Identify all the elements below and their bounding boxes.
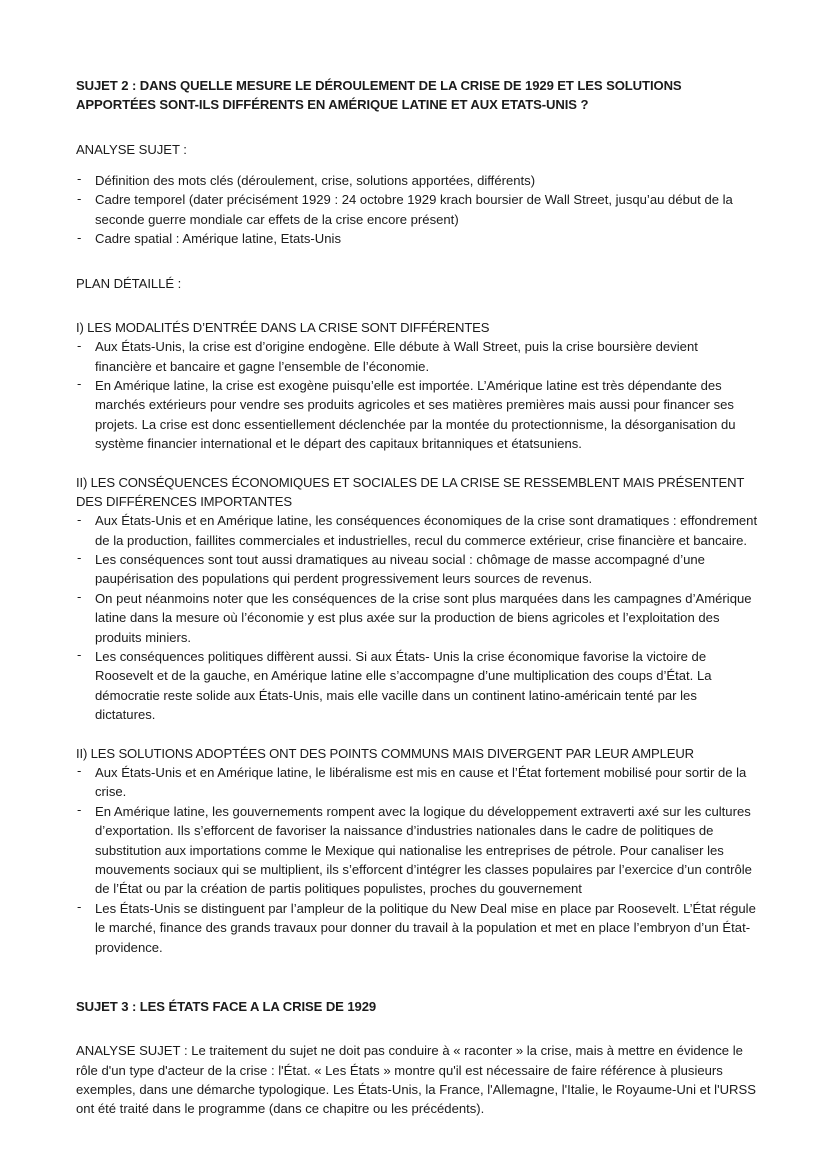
sujet-2-analyse-list: [76, 171, 758, 249]
section-heading-3: II) LES SOLUTIONS ADOPTÉES ONT DES POINTS COMMUNS MAIS DIVERGENT PAR LEUR AMPLEUR: [76, 745, 694, 761]
dash-bullet-icon: -: [77, 589, 82, 605]
dash-bullet-icon: -: [77, 763, 82, 779]
list-item-text: On peut néanmoins noter que les conséquences de la crise sont plus marquées dans les campagnes d’Amérique latine dans la mesure où l’économie y est plus axée sur la production de biens agricoles et l’exploitation des produits miniers.: [95, 590, 752, 645]
sujet-3-title: SUJET 3 : LES ÉTATS FACE A LA CRISE DE 1929: [76, 998, 377, 1014]
list-item: [76, 647, 758, 725]
dash-bullet-icon: -: [77, 337, 82, 353]
section-1-list: [76, 337, 758, 453]
spacer: [76, 115, 758, 140]
sujet-2-title: SUJET 2 : DANS QUELLE MESURE LE DÉROULEMENT DE LA CRISE DE 1929 ET LES SOLUTIONS APPORTÉES SONT-ILS DIFFÉRENTS EN AMÉRIQUE LATINE ET AUX ETATS-UNIS ?: [76, 78, 682, 113]
dash-bullet-icon: -: [77, 171, 82, 187]
spacer: [76, 725, 758, 744]
list-item-text: En Amérique latine, les gouvernements rompent avec la logique du développement extraverti axé sur les cultures d’exportation. Ils s’efforcent de favoriser la naissance d’industries nationales dans le cadre de politiques de substitution aux importations comme le Mexique qui nationalise les entreprises de pétrole. Pour canaliser les mouvements sociaux qui se multiplient, ils s’efforcent d’intégrer les classes populaires par l’exercice d’un contrôle de l’État ou par la création de partis politiques populistes, proches du gouvernement: [95, 803, 752, 897]
section-3-list: [76, 763, 758, 957]
list-item: [76, 899, 758, 957]
list-item: [76, 190, 758, 229]
sujet-2-plan-label: PLAN DÉTAILLÉ :: [76, 275, 182, 291]
sujet-3-analyse-paragraph: ANALYSE SUJET : Le traitement du sujet ne doit pas conduire à « raconter » la crise, mais à mettre en évidence le rôle d'un type d'acteur de la crise : l'État. « Les États » montre qu'il est nécessaire de faire référence à plusieurs exemples, dans une démarche typologique. Les États-Unis, la France, l'Allemagne, l'Italie, le Royaume-Uni et l'URSS ont été traité dans le programme (dans ce chapitre ou les précédents).: [76, 1043, 756, 1117]
list-item: [76, 376, 758, 454]
dash-bullet-icon: -: [77, 190, 82, 206]
dash-bullet-icon: -: [77, 511, 82, 527]
spacer: [76, 1016, 758, 1041]
list-item: [76, 337, 758, 376]
list-item-text: Aux États-Unis, la crise est d’origine endogène. Elle débute à Wall Street, puis la crise boursière devient financière et bancaire et gagne l’ensemble de l’économie.: [95, 339, 698, 374]
dash-bullet-icon: -: [77, 802, 82, 818]
section-heading-2: II) LES CONSÉQUENCES ÉCONOMIQUES ET SOCIALES DE LA CRISE SE RESSEMBLENT MAIS PRÉSENTENT DES DIFFÉRENCES IMPORTANTES: [76, 474, 744, 509]
list-item-text: Aux États-Unis et en Amérique latine, le libéralisme est mis en cause et l’État fortement mobilisé pour sortir de la crise.: [95, 764, 747, 800]
dash-bullet-icon: -: [77, 229, 82, 245]
list-item: [76, 589, 758, 647]
spacer: [76, 957, 758, 997]
list-item-text: Aux États-Unis et en Amérique latine, les conséquences économiques de la crise sont dramatiques : effondrement de la production, faillites commerciales et industrielles, recul du commerce extérieur, crise financière et bancaire.: [95, 513, 758, 548]
list-item-text: Les conséquences sont tout aussi dramatiques au niveau social : chômage de masse accompagné d’une paupérisation des populations qui perdent progressivement leurs sources de revenus.: [95, 551, 705, 587]
list-item: [76, 511, 758, 550]
spacer: [76, 293, 758, 318]
dash-bullet-icon: -: [77, 899, 82, 915]
section-heading-1: I) LES MODALITÉS D’ENTRÉE DANS LA CRISE SONT DIFFÉRENTES: [76, 319, 490, 335]
dash-bullet-icon: -: [77, 550, 82, 566]
list-item-text: Les conséquences politiques diffèrent aussi. Si aux États- Unis la crise économique favorise la victoire de Roosevelt et de la gauche, en Amérique latine elle s’accompagne d’une multiplication des coups d’État. La démocratie reste solide aux États-Unis, mais elle vacille dans un continent latino-américain tenté par les dictatures.: [95, 648, 712, 723]
list-item-text: Cadre spatial : Amérique latine, Etats-Unis: [95, 231, 341, 247]
dash-bullet-icon: -: [77, 376, 82, 392]
list-item: [76, 763, 758, 802]
list-item-text: Les États-Unis se distinguent par l’ampleur de la politique du New Deal mise en place par Roosevelt. L’État régule le marché, finance des grands travaux pour donner du travail à la population et met en place l’embryon d’un État-providence.: [95, 900, 756, 955]
spacer: [76, 249, 758, 274]
spacer: [76, 454, 758, 473]
document-body: [76, 76, 758, 1119]
spacer: [76, 159, 758, 171]
list-item-text: Définition des mots clés (déroulement, crise, solutions apportées, différents): [95, 172, 536, 188]
list-item: [76, 802, 758, 899]
sujet-2-analyse-label: ANALYSE SUJET :: [76, 141, 187, 157]
dash-bullet-icon: -: [77, 647, 82, 663]
list-item: [76, 171, 758, 190]
list-item-text: En Amérique latine, la crise est exogène puisqu’elle est importée. L’Amérique latine est très dépendante des marchés extérieurs pour vendre ses produits agricoles et ses matières premières mais aussi pour financer ses projets. La crise est donc essentiellement déclenchée par la montée du protectionnisme, la désorganisation du système financier international et le départ des capitaux britanniques et étatsuniens.: [95, 377, 736, 452]
list-item-text: Cadre temporel (dater précisément 1929 : 24 octobre 1929 krach boursier de Wall Street, jusqu’au début de la seconde guerre mondiale car effets de la crise encore présent): [95, 192, 733, 227]
list-item: [76, 229, 758, 248]
list-item: [76, 550, 758, 589]
section-2-list: [76, 511, 758, 724]
